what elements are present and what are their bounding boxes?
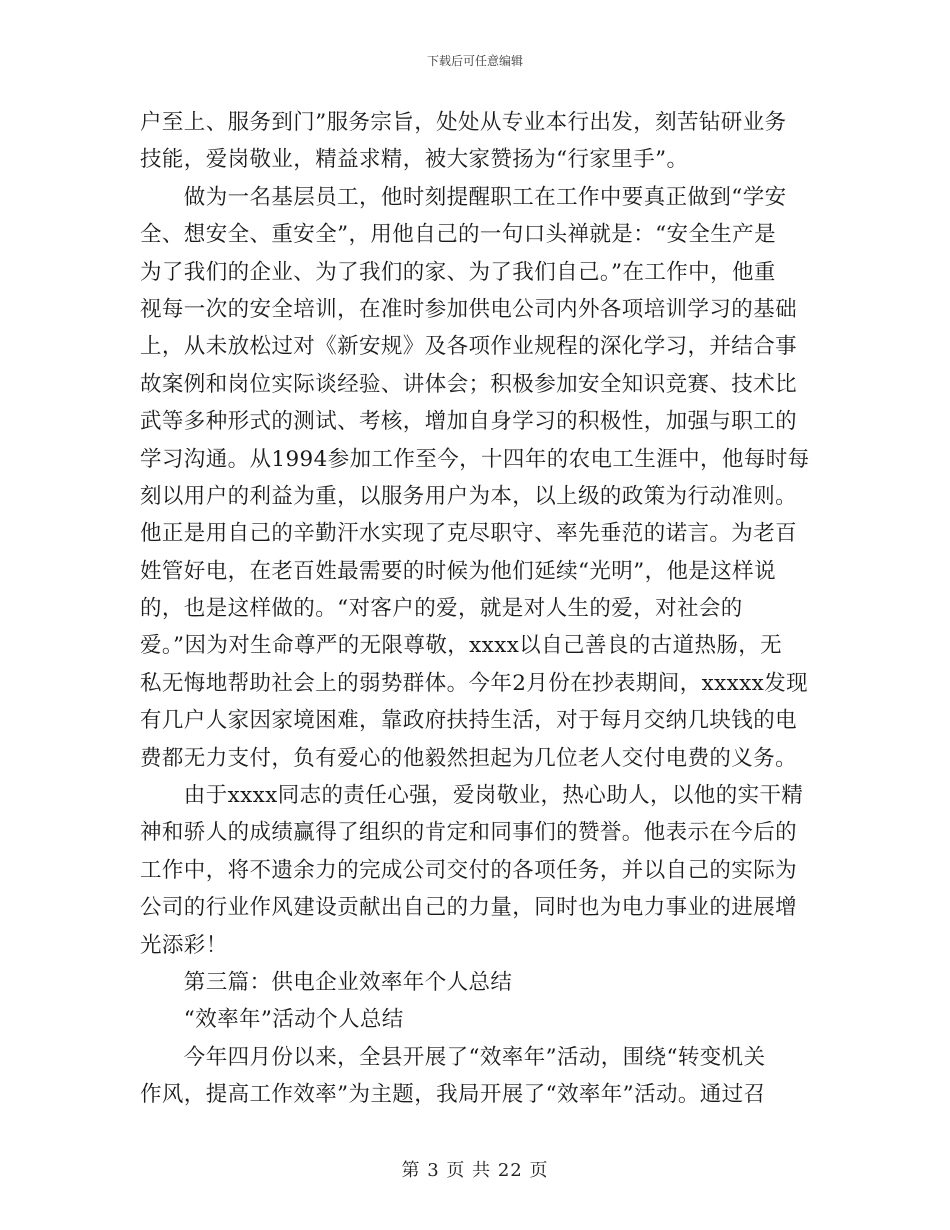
page-number-footer: 第 3 页 共 22 页 xyxy=(401,1160,549,1181)
text-line: 故案例和岗位实际谈经验、讲体会；积极参加安全知识竞赛、技术比 xyxy=(140,371,798,397)
header-note: 下载后可任意编辑 xyxy=(426,54,523,68)
text-line: 视每一次的安全培训，在准时参加供电公司内外各项培训学习的基础 xyxy=(140,296,798,322)
section-heading: 第三篇：供电企业效率年个人总结 xyxy=(140,969,513,995)
text-line: 神和骄人的成绩赢得了组织的肯定和同事们的赞誉。他表示在今后的 xyxy=(140,820,798,846)
text-line: 户至上、服务到门”服务宗旨，处处从专业本行出发，刻苦钻研业务 xyxy=(140,110,787,135)
text-line: 做为一名基层员工，他时刻提醒职工在工作中要真正做到“学安 xyxy=(140,184,787,210)
text-line: 他正是用自己的辛勤汗水实现了克尽职守、率先垂范的诺言。为老百 xyxy=(140,521,798,547)
text-line: 刻以用户的利益为重，以服务用户为本，以上级的政策为行动准则。 xyxy=(140,483,798,509)
text-line: 由于xxxx同志的责任心强，爱岗敬业，热心助人，以他的实干精 xyxy=(140,783,804,809)
text-line: 工作中，将不遗余力的完成公司交付的各项任务，并以自己的实际为 xyxy=(140,857,798,883)
text-line: 上，从未放松过对《新安规》及各项作业规程的深化学习，并结合事 xyxy=(140,334,798,360)
sub-heading: “效率年”活动个人总结 xyxy=(140,1007,404,1033)
text-line: 为了我们的企业、为了我们的家、为了我们自己。”在工作中，他重 xyxy=(140,259,776,285)
text-line: 私无悔地帮助社会上的弱势群体。今年2月份在抄表期间，xxxxx发现 xyxy=(140,670,809,696)
body-text xyxy=(140,104,812,1114)
text-line: 今年四月份以来，全县开展了“效率年”活动，围绕“转变机关 xyxy=(140,1044,766,1070)
text-line: 技能，爱岗敬业，精益求精，被大家赞扬为“行家里手”。 xyxy=(140,147,689,173)
text-line: 学习沟通。从1994参加工作至今，十四年的农电工生涯中，他每时每 xyxy=(140,446,810,472)
text-line: 姓管好电，在老百姓最需要的时候为他们延续“光明”，他是这样说 xyxy=(140,558,776,584)
text-line: 全、想安全、重安全”，用他自己的一句口头禅就是：“安全生产是 xyxy=(140,222,776,248)
text-line: 的，也是这样做的。“对客户的爱，就是对人生的爱，对社会的 xyxy=(140,596,743,622)
text-line: 有几户人家因家境困难，靠政府扶持生活，对于每月交纳几块钱的电 xyxy=(140,708,798,734)
text-line: 武等多种形式的测试、考核，增加自身学习的积极性，加强与职工的 xyxy=(140,409,798,435)
text-line: 费都无力支付，负有爱心的他毅然担起为几位老人交付电费的义务。 xyxy=(140,745,798,771)
text-line: 光添彩！ xyxy=(140,932,228,958)
text-line: 公司的行业作风建设贡献出自己的力量，同时也为电力事业的进展增 xyxy=(140,895,798,921)
text-line: 作风，提高工作效率”为主题，我局开展了“效率年”活动。通过召 xyxy=(140,1082,766,1108)
text-line: 爱。”因为对生命尊严的无限尊敬，xxxx以自己善良的古道热肠，无 xyxy=(140,633,783,659)
